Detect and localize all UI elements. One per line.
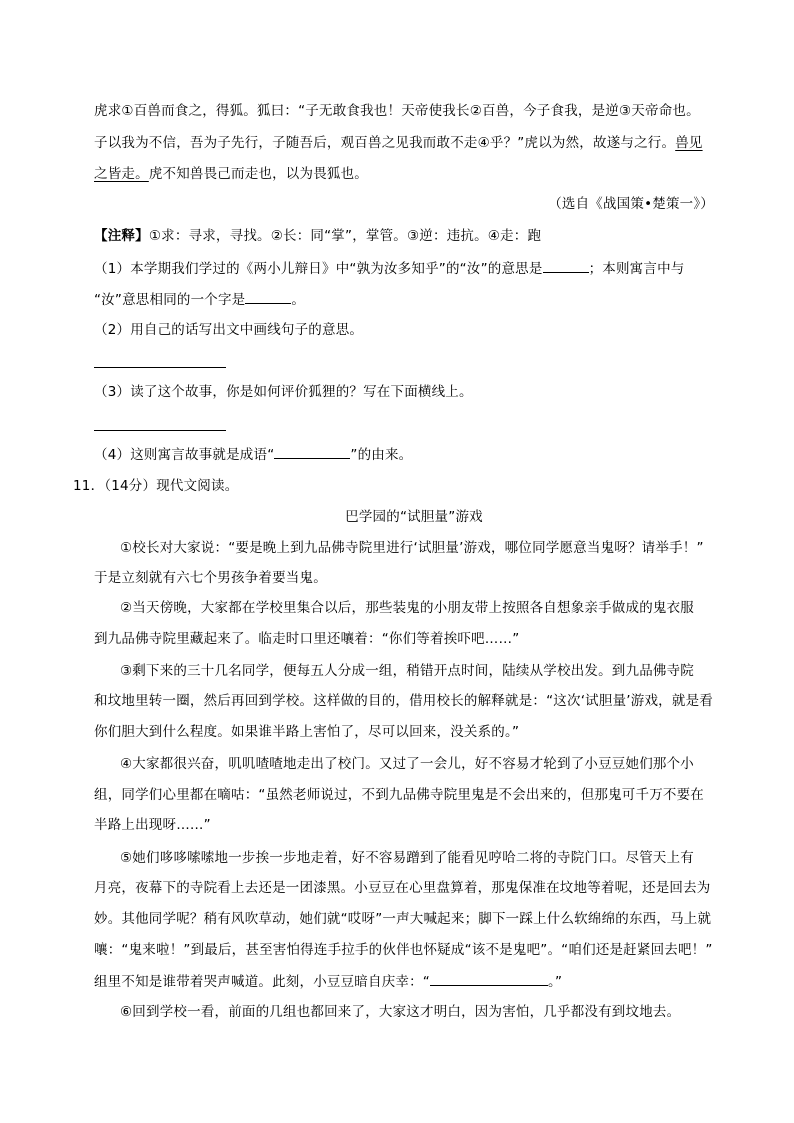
passage-line-3 xyxy=(94,164,734,184)
article-p3-line-2: 和坟地里转一圈，然后再回到学校。这样做的目的，借用校长的解释就是：“这次‘试胆量’游戏，就是看 xyxy=(94,693,713,709)
article-title: 巴学园的“试胆量”游戏 xyxy=(345,509,483,525)
underlined-sentence: 兽见 xyxy=(675,135,703,151)
article-p4-line-1: ④大家都很兴奋，叽叽喳喳地走出了校门。又过了一会儿，好不容易才轮到了小豆豆她们那个小 xyxy=(120,756,695,772)
passage-line-1 xyxy=(94,101,734,121)
article-p5-line-3: 妙。其他同学呢？稍有风吹草动，她们就“哎呀”一声大喊起来；脚下一踩上什么软绵绵的东西，马上就 xyxy=(94,911,712,927)
article-p3-line-1: ③剩下来的三十几名同学，便每五人分成一组，稍错开点时间，陆续从学校出发。到九品佛寺院 xyxy=(120,663,695,679)
underlined-sentence: 之皆走。 xyxy=(94,166,149,182)
passage-text: 虎求①百兽而食之，得狐。狐曰：“子无敢食我也！天帝使我长②百兽，今子食我，是逆③天帝命也。 xyxy=(94,103,700,119)
article-p2-line-2: 到九品佛寺院里藏起来了。临走时口里还嚷着：“你们等着挨吓吧……” xyxy=(94,631,520,647)
question-2: （2）用自己的话写出文中画线句子的意思。 xyxy=(94,322,364,338)
answer-line-q3[interactable] xyxy=(94,430,226,431)
answer-blank[interactable] xyxy=(430,971,548,986)
question-text: （4）这则寓言故事就是成语“ xyxy=(94,447,275,463)
answer-line-q2[interactable] xyxy=(94,367,226,368)
article-p5-line-2: 月亮，夜幕下的寺院看上去还是一团漆黑。小豆豆在心里盘算着，那鬼保准在坟地等着呢，还是回去为 xyxy=(94,880,711,896)
note-text: ①求：寻求，寻找。②长：同“掌”，掌管。③逆：违抗。④走：跑 xyxy=(148,228,542,244)
passage-notes xyxy=(94,226,734,246)
answer-blank[interactable] xyxy=(245,289,291,304)
article-p4-line-3: 半路上出现呀……” xyxy=(94,817,211,833)
answer-blank[interactable] xyxy=(274,444,350,459)
question-1-line-1 xyxy=(94,258,734,279)
answer-blank[interactable] xyxy=(543,258,589,273)
article-p4-line-2: 组，同学们心里都在嘀咕：“虽然老师说过，不到九品佛寺院里鬼是不会出来的，但那鬼可千万不要在 xyxy=(94,787,704,803)
question-text: 。 xyxy=(291,292,306,308)
article-p1-line-2: 于是立刻就有六七个男孩争着要当鬼。 xyxy=(94,570,327,586)
note-label: 【注释】 xyxy=(94,228,149,244)
passage-line-2 xyxy=(94,133,734,153)
passage-text: 虎不知兽畏己而走也，以为畏狐也。 xyxy=(148,166,369,182)
article-p1-line-1: ①校长对大家说：“要是晚上到九品佛寺院里进行‘试胆量’游戏，哪位同学愿意当鬼呀？请举手！” xyxy=(120,540,704,556)
article-text: 。” xyxy=(548,974,563,990)
question-text: “汝”意思相同的一个字是 xyxy=(94,292,246,308)
article-p5-line-4: 嚷：“鬼来啦！”到最后，甚至害怕得连手拉手的伙伴也怀疑成“该不是鬼吧”。“咱们还是赶紧回去吧！” xyxy=(94,942,713,958)
article-text: 组里不知是谁带着哭声喊道。此刻，小豆豆暗自庆幸：“ xyxy=(94,974,430,990)
passage-text: 子以我为不信，吾为子先行，子随吾后，观百兽之见我而敢不走④乎？”虎以为然，故遂与之行。 xyxy=(94,135,676,151)
passage-source: （选自《战国策•楚策一》） xyxy=(548,196,714,212)
article-p5-line-5 xyxy=(94,971,734,992)
article-p6-line-1: ⑥回到学校一看，前面的几组也都回来了，大家这才明白，因为害怕，几乎都没有到坟地去。 xyxy=(120,1004,681,1020)
question-text: ”的由来。 xyxy=(350,447,413,463)
question-text: （1）本学期我们学过的《两小儿辩日》中“孰为汝多知乎”的“汝”的意思是 xyxy=(94,261,543,277)
question-text: ；本则寓言中与 xyxy=(588,261,685,277)
article-p3-line-3: 你们胆大到什么程度。如果谁半路上害怕了，尽可以回来，没关系的。” xyxy=(94,724,520,740)
article-p2-line-1: ②当天傍晚，大家都在学校里集合以后，那些装鬼的小朋友带上按照各自想象亲手做成的鬼衣服 xyxy=(120,600,695,616)
article-p5-line-1: ⑤她们哆哆嗦嗦地一步挨一步地走着，好不容易蹭到了能看见哼哈二将的寺院门口。尽管天上有 xyxy=(120,850,695,866)
question-3: （3）读了这个故事，你是如何评价狐狸的？写在下面横线上。 xyxy=(94,384,473,400)
question-4 xyxy=(94,444,734,465)
section-header: 11．（14分）现代文阅读。 xyxy=(73,478,239,494)
question-1-line-2 xyxy=(94,289,734,310)
